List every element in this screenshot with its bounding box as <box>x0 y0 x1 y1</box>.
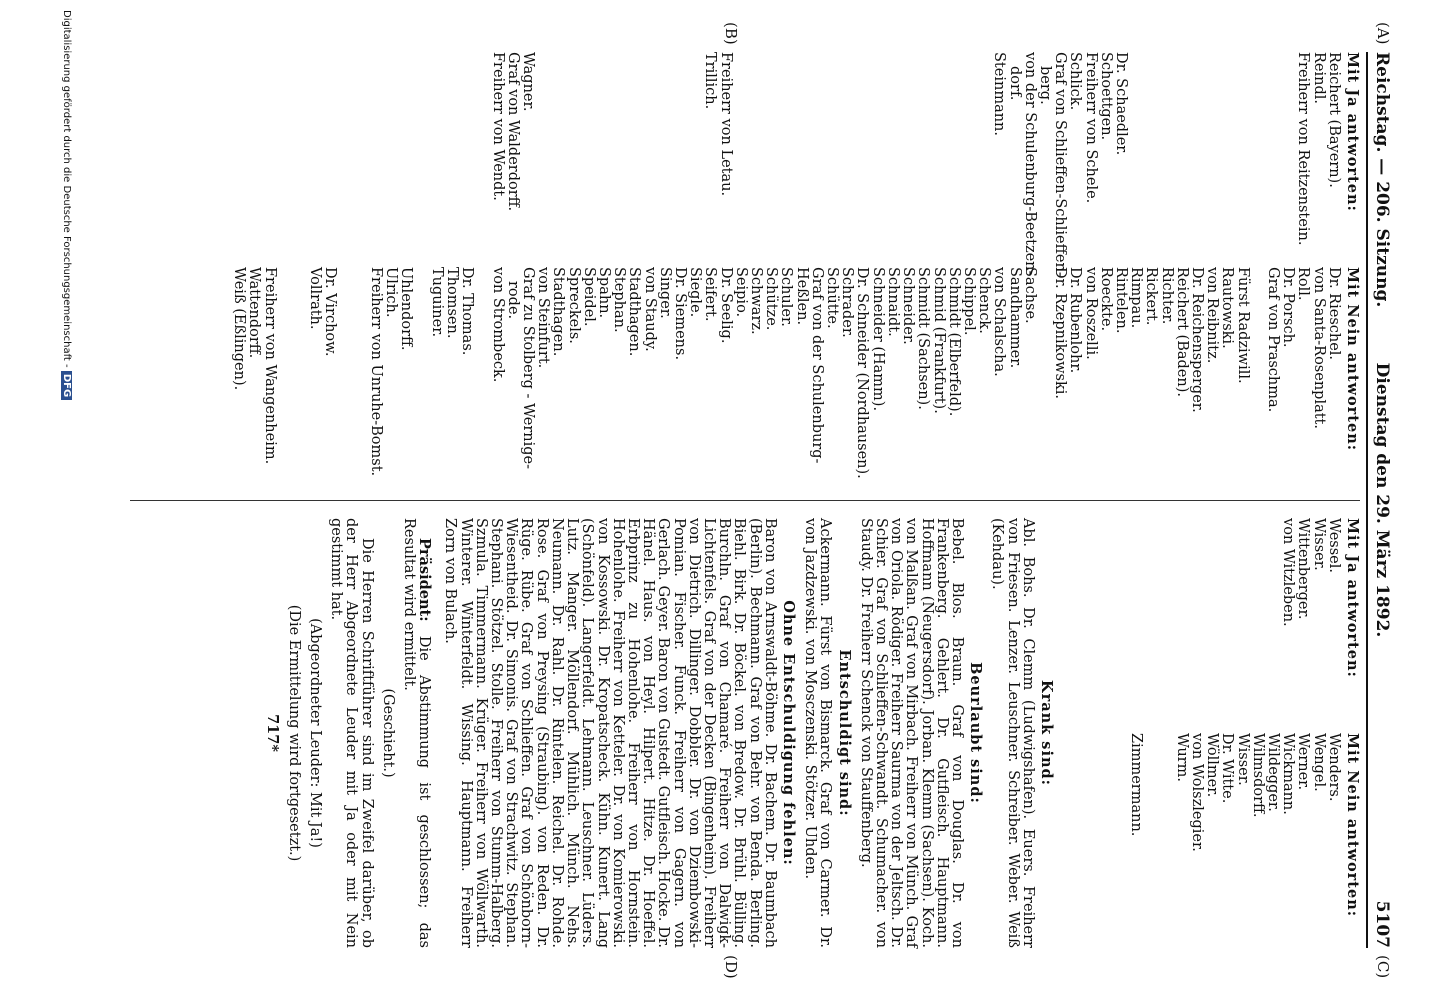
list-item <box>778 52 793 262</box>
list-item: Schmid (Frankfurt). <box>930 267 947 414</box>
list-item: Wickmann. <box>1280 733 1297 815</box>
list-item <box>1174 52 1189 262</box>
list-item <box>581 52 596 262</box>
list-item: Rintelen. <box>1112 267 1129 334</box>
list-item: von Witzleben. <box>1280 518 1297 627</box>
list-item: von Santa-Rosenplatt. <box>1310 267 1327 429</box>
list-item <box>1143 52 1158 262</box>
list-item <box>626 52 641 262</box>
right-ja-heading: Mit Ja antworten: <box>1344 518 1361 678</box>
list-item <box>961 52 976 262</box>
right-nein-heading: Mit Nein antworten: <box>1344 733 1361 918</box>
list-item: Freiherr von Letau. <box>717 52 734 197</box>
list-item <box>277 267 292 477</box>
list-item: Wilmsdorff. <box>1249 733 1266 818</box>
list-item: Schlick. <box>1067 52 1084 111</box>
list-item: von der Schulenburg-Beetzen- <box>1021 52 1038 276</box>
list-item: von Wolszlegier. <box>1188 733 1205 852</box>
list-item: Dr. Rieschel. <box>1325 267 1342 361</box>
ohne-text: Baron von Arnswaldt-Böhme. Dr. Bachem. Dr. Baumbach (Berlin). Bechmann. Graf von Behr. von Benda. Berling. Biehl. Birk. Dr. Böckel. von Bredow. Dr. Brühl. Bülling. Burchln. Graf von Chamaré. Freiherr von Dalwigk-Lichtenfels. Graf von der Decken (Bingenheim). Freiherr von Dietrich. Dillinger. Dobbler. Dr. von Dziembowski-Pomian. Fischer. Funck. Freiherr von Gagern. von Gerlach. Geyer. Baron von Gustedt. Gutfleisch. Hocke. Dr. Hänel. Haus. von Heyl. Hilpert. Hitze. Dr. Hoeffel. Erbprinz zu Hohenlohe. Freiherr von Hornstein. Hohenlohe. Freiherr von Ketteler. Dr. von Komierowski. von Kossowski. Dr. Kropatscheck. Kühn. Kunert. Lang (Schönfeld). Langerfeldt. Lehmann. Leuschner. Lüders. Lutz. Manger. Möllendorf. Mühlich. Münch. Nehs. Neumann. Dr. Rahl. Dr. Rintelen. Reichel. Dr. Rohde. Rose. Graf von Preysing (Straubing). von Reden. Dr. Rüge. Rübe. Graf von Schlieffen. Graf von Schönborn-Wiesentheid. Dr. Simonis. Graf von Strachwitz. Stephan. Stephani. Stötzel. Stolle. Freiherr von Stumm-Halberg. Szmula. Timmermann. Krüger. Freiherr von Wöllwarth. Winterer. Winterfeldt. Wissing. Hauptmann. Freiherr Zorn von Bulach. <box>442 518 778 948</box>
list-item: Steinmann. <box>991 52 1008 136</box>
list-item <box>565 52 580 262</box>
list-item <box>900 52 915 262</box>
beurlaubt-text: Bebel. Blos. Braun. Graf von Douglas. Dr. von Frankenberg. Gehlert. Dr. Gutfleisch. Hauptmann. Hoffmann (Neugersdorf). Jorban. Klemm (Sachsen). Koch. von Malßan. Graf von Mirbach. Freiherr von Münch. Graf von Oriola. Rödiger. Freiherr Saurma von der Jeltsch. Dr. Schier. Graf von Schlieffen-Schwandt. Schumacher. von Staudy. Dr. Freiherr Schenck von Stauffenberg. <box>857 518 965 948</box>
list-item: Graf von Walderdorff. <box>504 52 521 212</box>
list-item: Fürst Radziwill. <box>1234 267 1251 384</box>
list-item: von Schalscha. <box>991 267 1008 377</box>
list-item: Wöllmer. <box>1204 733 1221 798</box>
list-item <box>641 52 656 262</box>
list-item <box>413 267 428 477</box>
ohne-heading: Ohne Entschuldigung fehlen: <box>779 600 797 866</box>
list-item: Dr. Reichensperger. <box>1188 267 1205 413</box>
right-nein-section <box>1128 733 1360 943</box>
list-item: Wattendorff. <box>246 267 263 359</box>
list-item: Stadthagen. <box>626 267 643 357</box>
list-item <box>809 52 824 262</box>
beurlaubt-heading: Beurlaubt sind: <box>967 662 985 804</box>
right-ja-list <box>1280 518 1341 728</box>
list-item: Schmidt (Elberfeld). <box>945 267 962 417</box>
list-item: Tuguiner. <box>428 267 445 338</box>
list-item: Wurm. <box>1173 733 1190 782</box>
list-item <box>839 52 854 262</box>
list-item: Spahn. <box>596 267 613 319</box>
list-item: Graf von Praschma. <box>1264 267 1281 413</box>
list-item: Stadthagen. <box>550 267 567 357</box>
list-item: Wisser. <box>1234 733 1251 786</box>
list-item <box>1128 52 1143 262</box>
list-item: Schmidt (Sachsen). <box>915 267 932 410</box>
list-item: rode. <box>504 281 521 320</box>
pause-note: (Geschieht.) <box>379 688 396 778</box>
list-item: Schuler. <box>778 267 795 327</box>
krank-heading: Krank sind: <box>1038 680 1055 786</box>
list-item: Rautowski. <box>1219 267 1236 349</box>
list-item: Schneider (Hamm). <box>869 267 886 412</box>
list-item: Schippel. <box>960 267 977 336</box>
list-item: Wisser. <box>1310 518 1327 571</box>
list-item: Freiherr von Unruhe-Bomst. <box>368 267 384 477</box>
list-item: Schwarz. <box>748 267 765 335</box>
list-item: Schenck. <box>976 267 993 334</box>
list-item: Freiherr von Reitzenstein. <box>1295 52 1312 246</box>
list-item: Spreckels. <box>565 267 582 344</box>
list-item <box>930 52 945 262</box>
footer-text: Digitalisierung gefördert durch die Deutsche Forschungsgemeinschaft - <box>61 10 72 368</box>
right-ja-section <box>1280 518 1360 728</box>
list-item: Reindl. <box>1310 52 1327 105</box>
list-item: Freiherr von Schele. <box>1082 52 1099 204</box>
list-item: Uhlendorff. <box>398 267 415 351</box>
right-nein-list <box>1128 733 1341 943</box>
margin-letter-c: (C) <box>1374 955 1392 979</box>
fortgesetzt-note: (Die Ermittelung wird fortgesetzt.) <box>285 604 302 862</box>
list-item <box>1265 52 1280 262</box>
list-item: Dr. Schneider (Nordhausen). <box>854 267 871 479</box>
list-item: berg. <box>1036 66 1053 105</box>
left-ja-heading: Mit Ja antworten: <box>1344 52 1361 212</box>
list-item: Wenders. <box>1325 733 1342 802</box>
list-item: Speidel. <box>580 267 597 327</box>
praesident-text: Die Abstimmung ist geschlossen; das Resultat wird ermittelt. <box>401 518 433 948</box>
schriftfuehrer-paragraph: Die Herren Schriftführer sind im Zweifel darüber, ob der Herr Abgeordnete Leuder mit Ja oder mit Nein gestimmt hat. <box>328 518 375 948</box>
list-item: dorf. <box>1006 66 1023 101</box>
list-item: Seipio. <box>732 267 749 318</box>
list-item <box>824 52 839 262</box>
praesident-paragraph <box>401 518 432 948</box>
list-item: Trillich. <box>702 52 719 110</box>
footer-note <box>61 10 72 400</box>
list-item <box>976 52 991 262</box>
list-item <box>946 52 961 262</box>
list-item: Dr. Rzepnikowski. <box>1052 267 1069 399</box>
list-item <box>733 52 748 262</box>
list-item: Ulrich. <box>383 267 400 318</box>
list-item: Dr. Witte. <box>1219 733 1236 804</box>
list-item <box>1234 52 1249 262</box>
list-item <box>870 52 885 262</box>
praesident-label: Präsident: <box>416 538 434 622</box>
list-item: Graf zu Stolberg - Wernige- <box>520 267 537 470</box>
list-item <box>337 267 352 477</box>
list-item: Weiß (Eßlingen). <box>231 267 248 391</box>
list-item: Graf von Schlieffen-Schlieffen- <box>1052 52 1069 277</box>
list-item: Zimmermann. <box>1128 733 1145 837</box>
list-item <box>1280 52 1295 262</box>
list-item <box>1250 267 1265 477</box>
list-item: Dr. Rubenlohr. <box>1067 267 1084 374</box>
column-divider <box>130 500 1360 501</box>
left-nein-section <box>231 267 1360 477</box>
list-item <box>793 52 808 262</box>
list-item: Wagner. <box>520 52 537 112</box>
list-item <box>353 267 368 477</box>
list-item: Thomsen. <box>444 267 461 339</box>
list-item: Schrader. <box>839 267 856 338</box>
list-item: Dr. Siemens. <box>672 267 689 361</box>
list-item <box>1204 52 1219 262</box>
dfg-logo: DFG <box>61 371 72 400</box>
list-item <box>611 52 626 262</box>
list-item <box>535 52 550 262</box>
list-item: von Staudy. <box>641 267 658 352</box>
list-item: Stephan. <box>611 267 628 333</box>
list-item: Reichert (Baden). <box>1173 267 1190 397</box>
list-item <box>885 52 900 262</box>
list-item <box>748 52 763 262</box>
list-item: von Steinfurt. <box>535 267 552 369</box>
list-item: Siegle. <box>687 267 704 318</box>
list-item: Schneider. <box>900 267 917 345</box>
list-item: Sandhammer. <box>1006 267 1023 369</box>
list-item: Schütte. <box>824 267 841 329</box>
margin-letter-b: (B) <box>722 22 740 45</box>
list-item <box>657 52 672 262</box>
list-item: Wessel. <box>1325 518 1342 574</box>
left-ja-list <box>489 52 1342 277</box>
list-item: Roll. <box>1295 267 1312 301</box>
list-item: Wittenberger. <box>1295 518 1312 620</box>
list-item <box>292 267 307 477</box>
list-item <box>1219 52 1234 262</box>
list-item: von Reibnitz. <box>1204 267 1221 364</box>
margin-letter-a: (A) <box>1374 22 1392 45</box>
list-item: Sachse. <box>1021 267 1038 324</box>
list-item: Dr. Virchow. <box>322 267 339 357</box>
list-item: Richter. <box>1158 267 1175 325</box>
list-item: Freiherr von Wangenheim. <box>261 267 278 465</box>
list-item <box>1250 52 1265 262</box>
list-item: Heßlen. <box>793 267 810 326</box>
signature-mark: 717* <box>263 714 281 752</box>
list-item: Freiherr von Wendt. <box>489 52 506 201</box>
left-ja-section <box>489 52 1361 277</box>
list-item <box>1037 267 1052 477</box>
list-item: Dr. Thomas. <box>459 267 476 356</box>
entschuldigt-heading: Entschuldigt sind: <box>835 649 853 817</box>
entschuldigt-text: Ackermann. Fürst von Bismarck. Graf von Carmer. Dr. von Jazdzewski. von Mosczenski. Stötzer. Uhden. <box>802 518 834 948</box>
list-item: Schoettgen. <box>1097 52 1114 141</box>
list-item: von Roszelli. <box>1082 267 1099 360</box>
list-item: Wengel. <box>1310 733 1327 792</box>
list-item <box>596 52 611 262</box>
list-item: Rickert. <box>1143 267 1160 326</box>
list-item: Dr. Seelig. <box>717 267 734 344</box>
zuruf-note: (Abgeordneter Leuder: Mit Ja!) <box>307 618 324 848</box>
margin-letter-d: (D) <box>722 955 740 979</box>
list-item <box>687 52 702 262</box>
list-item: Schütze. <box>763 267 780 331</box>
krank-text: Abl. Bohs. Dr. Clemm (Ludwigshafen). Euers. Freiherr von Friesen. Lenzer. Leuschner. Schreiber. Weber. Weiß (Kehdau). <box>989 518 1036 948</box>
page-number: 5107 <box>1372 900 1392 948</box>
list-item: Dr. Porsch. <box>1280 267 1297 348</box>
list-item <box>854 52 869 262</box>
list-item: Singer. <box>656 267 673 319</box>
list-item <box>672 52 687 262</box>
left-column <box>231 52 1361 482</box>
left-nein-heading: Mit Nein antworten: <box>1344 267 1361 452</box>
list-item: Schnaidt. <box>884 267 901 337</box>
page-header <box>1366 52 1394 948</box>
list-item: Werner. <box>1295 733 1312 791</box>
list-item: Rimpau. <box>1128 267 1145 329</box>
list-item: von Strombeck. <box>489 267 506 383</box>
list-item: Reichert (Bayern). <box>1325 52 1342 188</box>
list-item <box>1158 733 1173 943</box>
list-item: Roeckte. <box>1097 267 1114 332</box>
header-center: Dienstag den 29. März 1892. <box>1372 362 1392 638</box>
attendance-block <box>264 518 1060 948</box>
list-item: Vollrath. <box>307 267 324 330</box>
list-item <box>1143 733 1158 943</box>
list-item <box>1189 52 1204 262</box>
list-item: Dr. Schaedler. <box>1112 52 1129 156</box>
list-item: Wildegger. <box>1264 733 1281 812</box>
list-item: Graf von der Schulenburg- <box>808 267 825 464</box>
right-column <box>263 518 1361 948</box>
list-item: Seifert. <box>702 267 719 322</box>
header-left: Reichstag. — 206. Sitzung. <box>1372 52 1392 308</box>
list-item <box>1158 52 1173 262</box>
list-item <box>474 267 489 477</box>
list-item <box>550 52 565 262</box>
list-item <box>763 52 778 262</box>
left-nein-list <box>231 267 1341 477</box>
list-item <box>915 52 930 262</box>
